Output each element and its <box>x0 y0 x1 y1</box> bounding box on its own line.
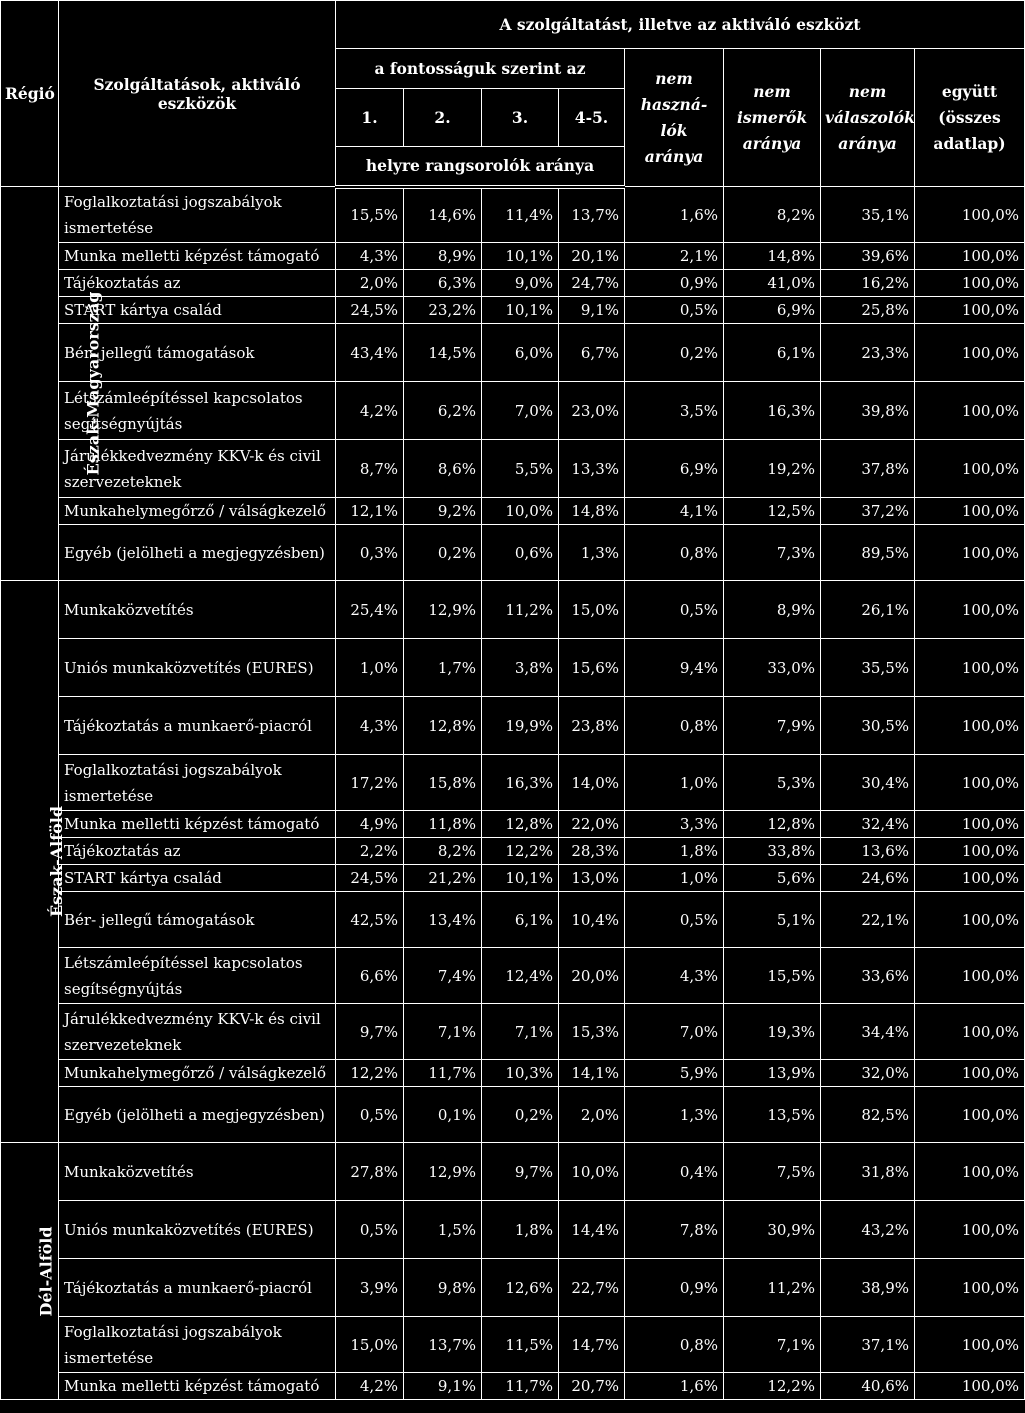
value-cell: 23,8% <box>559 697 625 755</box>
value-cell: 100,0% <box>915 1259 1025 1317</box>
value-cell: 12,1% <box>336 498 404 525</box>
value-cell: 43,4% <box>336 324 404 382</box>
value-cell: 5,1% <box>724 892 821 948</box>
service-label: Létszámleépítéssel kapcsolatos segítségnyújtás <box>59 382 336 440</box>
value-cell: 4,3% <box>336 697 404 755</box>
service-label: Járulékkedvezmény KKV-k és civil szervezeteknek <box>59 1004 336 1060</box>
value-cell: 2,0% <box>559 1087 625 1143</box>
value-cell: 14,4% <box>559 1201 625 1259</box>
value-cell: 100,0% <box>915 324 1025 382</box>
value-cell: 0,3% <box>336 525 404 581</box>
value-cell: 9,0% <box>482 270 559 297</box>
value-cell: 24,6% <box>821 865 915 892</box>
region-column-header: Régió <box>1 1 59 187</box>
nonresponse-header: nem válaszolók aránya <box>821 49 915 187</box>
value-cell: 1,8% <box>625 838 724 865</box>
value-cell: 5,3% <box>724 755 821 811</box>
value-cell: 100,0% <box>915 297 1025 324</box>
table-row <box>1 581 1025 639</box>
value-cell: 13,9% <box>724 1060 821 1087</box>
value-cell: 1,7% <box>404 639 482 697</box>
value-cell: 10,4% <box>559 892 625 948</box>
value-cell: 0,5% <box>625 892 724 948</box>
value-cell: 20,7% <box>559 1373 625 1400</box>
value-cell: 9,8% <box>404 1259 482 1317</box>
region-name: Dél-Alföld <box>36 1225 56 1317</box>
value-cell: 0,6% <box>482 525 559 581</box>
nonusers-header: nem haszná- lók aránya <box>625 49 724 187</box>
table-row <box>1 1004 1025 1060</box>
value-cell: 100,0% <box>915 187 1025 243</box>
value-cell: 15,0% <box>559 581 625 639</box>
value-cell: 9,1% <box>559 297 625 324</box>
service-label: Foglalkoztatási jogszabályok ismertetése <box>59 1317 336 1373</box>
value-cell: 100,0% <box>915 270 1025 297</box>
value-cell: 32,4% <box>821 811 915 838</box>
value-cell: 12,2% <box>724 1373 821 1400</box>
value-cell: 100,0% <box>915 811 1025 838</box>
value-cell: 82,5% <box>821 1087 915 1143</box>
value-cell: 19,2% <box>724 440 821 498</box>
value-cell: 100,0% <box>915 697 1025 755</box>
value-cell: 100,0% <box>915 382 1025 440</box>
value-cell: 9,2% <box>404 498 482 525</box>
value-cell: 0,5% <box>625 297 724 324</box>
value-cell: 0,5% <box>336 1201 404 1259</box>
region-label-cell <box>1 1143 59 1400</box>
value-cell: 11,5% <box>482 1317 559 1373</box>
value-cell: 89,5% <box>821 525 915 581</box>
value-cell: 16,3% <box>724 382 821 440</box>
value-cell: 12,9% <box>404 581 482 639</box>
value-cell: 16,3% <box>482 755 559 811</box>
value-cell: 11,4% <box>482 187 559 243</box>
value-cell: 1,8% <box>482 1201 559 1259</box>
value-cell: 1,5% <box>404 1201 482 1259</box>
value-cell: 33,8% <box>724 838 821 865</box>
value-cell: 0,2% <box>404 525 482 581</box>
value-cell: 6,1% <box>724 324 821 382</box>
value-cell: 100,0% <box>915 1004 1025 1060</box>
value-cell: 0,9% <box>625 1259 724 1317</box>
value-cell: 4,2% <box>336 1373 404 1400</box>
value-cell: 6,9% <box>625 440 724 498</box>
table-row <box>1 243 1025 270</box>
value-cell: 0,5% <box>625 581 724 639</box>
value-cell: 17,2% <box>336 755 404 811</box>
value-cell: 4,2% <box>336 382 404 440</box>
service-label: Tájékoztatás a munkaerő-piacról <box>59 1259 336 1317</box>
value-cell: 1,0% <box>336 639 404 697</box>
value-cell: 25,4% <box>336 581 404 639</box>
value-cell: 100,0% <box>915 865 1025 892</box>
value-cell: 4,3% <box>336 243 404 270</box>
value-cell: 9,1% <box>404 1373 482 1400</box>
value-cell: 12,8% <box>404 697 482 755</box>
value-cell: 12,5% <box>724 498 821 525</box>
value-cell: 100,0% <box>915 581 1025 639</box>
value-cell: 1,0% <box>625 865 724 892</box>
value-cell: 12,4% <box>482 948 559 1004</box>
table-row <box>1 324 1025 382</box>
value-cell: 33,6% <box>821 948 915 1004</box>
value-cell: 0,2% <box>625 324 724 382</box>
value-cell: 14,5% <box>404 324 482 382</box>
value-cell: 23,0% <box>559 382 625 440</box>
service-label: Munkahelymegőrző / válságkezelő <box>59 1060 336 1087</box>
value-cell: 6,3% <box>404 270 482 297</box>
value-cell: 24,5% <box>336 865 404 892</box>
table-row <box>1 755 1025 811</box>
value-cell: 15,6% <box>559 639 625 697</box>
value-cell: 15,5% <box>724 948 821 1004</box>
value-cell: 19,3% <box>724 1004 821 1060</box>
value-cell: 11,7% <box>482 1373 559 1400</box>
table-row <box>1 639 1025 697</box>
total-header: együtt (összes adatlap) <box>915 49 1025 187</box>
value-cell: 0,5% <box>336 1087 404 1143</box>
value-cell: 0,2% <box>482 1087 559 1143</box>
value-cell: 2,1% <box>625 243 724 270</box>
value-cell: 37,8% <box>821 440 915 498</box>
table-header <box>1 1 1025 187</box>
table-row <box>1 1060 1025 1087</box>
value-cell: 4,1% <box>625 498 724 525</box>
rank-4-5-header: 4-5. <box>559 89 625 147</box>
service-label: Uniós munkaközvetítés (EURES) <box>59 639 336 697</box>
value-cell: 3,8% <box>482 639 559 697</box>
service-label: Uniós munkaközvetítés (EURES) <box>59 1201 336 1259</box>
value-cell: 13,5% <box>724 1087 821 1143</box>
service-label: Egyéb (jelölheti a megjegyzésben) <box>59 525 336 581</box>
service-label: Munka melletti képzést támogató <box>59 1373 336 1400</box>
value-cell: 7,5% <box>724 1143 821 1201</box>
rank-3-header: 3. <box>482 89 559 147</box>
value-cell: 0,8% <box>625 525 724 581</box>
value-cell: 12,6% <box>482 1259 559 1317</box>
value-cell: 19,9% <box>482 697 559 755</box>
value-cell: 13,7% <box>559 187 625 243</box>
value-cell: 30,9% <box>724 1201 821 1259</box>
value-cell: 8,2% <box>404 838 482 865</box>
value-cell: 10,1% <box>482 865 559 892</box>
value-cell: 0,1% <box>404 1087 482 1143</box>
value-cell: 38,9% <box>821 1259 915 1317</box>
value-cell: 23,3% <box>821 324 915 382</box>
value-cell: 33,0% <box>724 639 821 697</box>
value-cell: 1,0% <box>625 755 724 811</box>
value-cell: 14,7% <box>559 1317 625 1373</box>
table-row <box>1 270 1025 297</box>
table-row <box>1 948 1025 1004</box>
value-cell: 1,3% <box>625 1087 724 1143</box>
table-row <box>1 1259 1025 1317</box>
value-cell: 21,2% <box>404 865 482 892</box>
value-cell: 3,3% <box>625 811 724 838</box>
value-cell: 11,2% <box>482 581 559 639</box>
service-label: Foglalkoztatási jogszabályok ismertetése <box>59 187 336 243</box>
value-cell: 8,9% <box>724 581 821 639</box>
table-row <box>1 892 1025 948</box>
service-label: Bér- jellegű támogatások <box>59 324 336 382</box>
service-label: Létszámleépítéssel kapcsolatos segítségnyújtás <box>59 948 336 1004</box>
importance-header: a fontosságuk szerint az <box>336 49 625 89</box>
service-label: Munka melletti képzést támogató <box>59 243 336 270</box>
value-cell: 20,1% <box>559 243 625 270</box>
value-cell: 12,8% <box>482 811 559 838</box>
value-cell: 14,8% <box>559 498 625 525</box>
table-row <box>1 498 1025 525</box>
value-cell: 30,5% <box>821 697 915 755</box>
value-cell: 11,7% <box>404 1060 482 1087</box>
ranking-share-header: helyre rangsorolók aránya <box>336 147 625 187</box>
value-cell: 42,5% <box>336 892 404 948</box>
value-cell: 4,3% <box>625 948 724 1004</box>
value-cell: 40,6% <box>821 1373 915 1400</box>
value-cell: 1,3% <box>559 525 625 581</box>
value-cell: 35,1% <box>821 187 915 243</box>
service-label: Tájékoztatás az <box>59 270 336 297</box>
value-cell: 7,8% <box>625 1201 724 1259</box>
value-cell: 39,8% <box>821 382 915 440</box>
value-cell: 6,6% <box>336 948 404 1004</box>
value-cell: 26,1% <box>821 581 915 639</box>
service-label: Foglalkoztatási jogszabályok ismertetése <box>59 755 336 811</box>
value-cell: 2,2% <box>336 838 404 865</box>
value-cell: 100,0% <box>915 525 1025 581</box>
value-cell: 37,2% <box>821 498 915 525</box>
value-cell: 30,4% <box>821 755 915 811</box>
value-cell: 7,4% <box>404 948 482 1004</box>
table-row <box>1 187 1025 243</box>
value-cell: 100,0% <box>915 948 1025 1004</box>
value-cell: 24,7% <box>559 270 625 297</box>
value-cell: 6,9% <box>724 297 821 324</box>
value-cell: 34,4% <box>821 1004 915 1060</box>
value-cell: 6,7% <box>559 324 625 382</box>
value-cell: 8,6% <box>404 440 482 498</box>
value-cell: 6,2% <box>404 382 482 440</box>
value-cell: 6,1% <box>482 892 559 948</box>
value-cell: 14,8% <box>724 243 821 270</box>
value-cell: 100,0% <box>915 1317 1025 1373</box>
table-row <box>1 440 1025 498</box>
value-cell: 12,8% <box>724 811 821 838</box>
value-cell: 10,0% <box>559 1143 625 1201</box>
value-cell: 100,0% <box>915 639 1025 697</box>
value-cell: 10,1% <box>482 297 559 324</box>
value-cell: 100,0% <box>915 243 1025 270</box>
rank-1-header: 1. <box>336 89 404 147</box>
value-cell: 14,1% <box>559 1060 625 1087</box>
value-cell: 8,9% <box>404 243 482 270</box>
value-cell: 25,8% <box>821 297 915 324</box>
service-label: Munkaközvetítés <box>59 1143 336 1201</box>
service-label: Tájékoztatás az <box>59 838 336 865</box>
value-cell: 2,0% <box>336 270 404 297</box>
value-cell: 13,4% <box>404 892 482 948</box>
table-row <box>1 1087 1025 1143</box>
value-cell: 9,7% <box>482 1143 559 1201</box>
service-label: Tájékoztatás a munkaerő-piacról <box>59 697 336 755</box>
value-cell: 100,0% <box>915 1373 1025 1400</box>
table-row <box>1 697 1025 755</box>
value-cell: 7,3% <box>724 525 821 581</box>
value-cell: 39,6% <box>821 243 915 270</box>
value-cell: 31,8% <box>821 1143 915 1201</box>
service-label: Járulékkedvezmény KKV-k és civil szervezeteknek <box>59 440 336 498</box>
value-cell: 10,1% <box>482 243 559 270</box>
service-label: START kártya család <box>59 297 336 324</box>
value-cell: 11,2% <box>724 1259 821 1317</box>
value-cell: 13,6% <box>821 838 915 865</box>
service-label: START kártya család <box>59 865 336 892</box>
region-name: Észak-Magyarország <box>83 291 103 476</box>
value-cell: 43,2% <box>821 1201 915 1259</box>
value-cell: 5,9% <box>625 1060 724 1087</box>
value-cell: 10,0% <box>482 498 559 525</box>
value-cell: 11,8% <box>404 811 482 838</box>
value-cell: 41,0% <box>724 270 821 297</box>
value-cell: 13,7% <box>404 1317 482 1373</box>
value-cell: 1,6% <box>625 1373 724 1400</box>
value-cell: 14,6% <box>404 187 482 243</box>
value-cell: 12,2% <box>482 838 559 865</box>
region-label-cell <box>1 187 103 581</box>
value-cell: 15,5% <box>336 187 404 243</box>
value-cell: 37,1% <box>821 1317 915 1373</box>
value-cell: 3,5% <box>625 382 724 440</box>
value-cell: 0,8% <box>625 1317 724 1373</box>
value-cell: 24,5% <box>336 297 404 324</box>
value-cell: 0,9% <box>625 270 724 297</box>
value-cell: 8,7% <box>336 440 404 498</box>
table-row <box>1 1201 1025 1259</box>
region-label-cell <box>1 581 67 1143</box>
value-cell: 10,3% <box>482 1060 559 1087</box>
table-body <box>1 187 1025 1400</box>
value-cell: 20,0% <box>559 948 625 1004</box>
value-cell: 100,0% <box>915 1060 1025 1087</box>
value-cell: 35,5% <box>821 639 915 697</box>
value-cell: 28,3% <box>559 838 625 865</box>
table-row <box>1 838 1025 865</box>
value-cell: 16,2% <box>821 270 915 297</box>
value-cell: 4,9% <box>336 811 404 838</box>
value-cell: 22,1% <box>821 892 915 948</box>
service-label: Munka melletti képzést támogató <box>59 811 336 838</box>
value-cell: 13,0% <box>559 865 625 892</box>
table-row <box>1 865 1025 892</box>
value-cell: 22,7% <box>559 1259 625 1317</box>
unaware-header: nem ismerők aránya <box>724 49 821 187</box>
table-row <box>1 1373 1025 1400</box>
value-cell: 100,0% <box>915 1143 1025 1201</box>
value-cell: 15,0% <box>336 1317 404 1373</box>
value-cell: 7,0% <box>625 1004 724 1060</box>
value-cell: 3,9% <box>336 1259 404 1317</box>
value-cell: 7,1% <box>724 1317 821 1373</box>
value-cell: 6,0% <box>482 324 559 382</box>
value-cell: 12,9% <box>404 1143 482 1201</box>
value-cell: 100,0% <box>915 892 1025 948</box>
value-cell: 5,5% <box>482 440 559 498</box>
region-name: Észak-Alföld <box>47 805 67 918</box>
table-row <box>1 525 1025 581</box>
service-label: Munkahelymegőrző / válságkezelő <box>59 498 336 525</box>
table-row <box>1 297 1025 324</box>
value-cell: 7,0% <box>482 382 559 440</box>
service-label: Munkaközvetítés <box>59 581 336 639</box>
value-cell: 5,6% <box>724 865 821 892</box>
value-cell: 100,0% <box>915 1201 1025 1259</box>
service-label: Egyéb (jelölheti a megjegyzésben) <box>59 1087 336 1143</box>
value-cell: 1,6% <box>625 187 724 243</box>
value-cell: 15,8% <box>404 755 482 811</box>
value-cell: 7,9% <box>724 697 821 755</box>
value-cell: 0,4% <box>625 1143 724 1201</box>
value-cell: 100,0% <box>915 1087 1025 1143</box>
value-cell: 14,0% <box>559 755 625 811</box>
value-cell: 23,2% <box>404 297 482 324</box>
value-cell: 100,0% <box>915 440 1025 498</box>
value-cell: 27,8% <box>336 1143 404 1201</box>
services-column-header: Szolgáltatások, aktiváló eszközök <box>59 1 336 187</box>
table-row <box>1 382 1025 440</box>
value-cell: 7,1% <box>482 1004 559 1060</box>
value-cell: 22,0% <box>559 811 625 838</box>
value-cell: 100,0% <box>915 838 1025 865</box>
group-header: A szolgáltatást, illetve az aktiváló eszközt <box>336 1 1025 49</box>
service-label: Bér- jellegű támogatások <box>59 892 336 948</box>
value-cell: 12,2% <box>336 1060 404 1087</box>
value-cell: 13,3% <box>559 440 625 498</box>
value-cell: 8,2% <box>724 187 821 243</box>
table-row <box>1 1143 1025 1201</box>
value-cell: 9,4% <box>625 639 724 697</box>
table-row <box>1 1317 1025 1373</box>
table-row <box>1 811 1025 838</box>
value-cell: 9,7% <box>336 1004 404 1060</box>
value-cell: 100,0% <box>915 755 1025 811</box>
value-cell: 0,8% <box>625 697 724 755</box>
rank-2-header: 2. <box>404 89 482 147</box>
value-cell: 100,0% <box>915 498 1025 525</box>
value-cell: 15,3% <box>559 1004 625 1060</box>
value-cell: 7,1% <box>404 1004 482 1060</box>
value-cell: 32,0% <box>821 1060 915 1087</box>
